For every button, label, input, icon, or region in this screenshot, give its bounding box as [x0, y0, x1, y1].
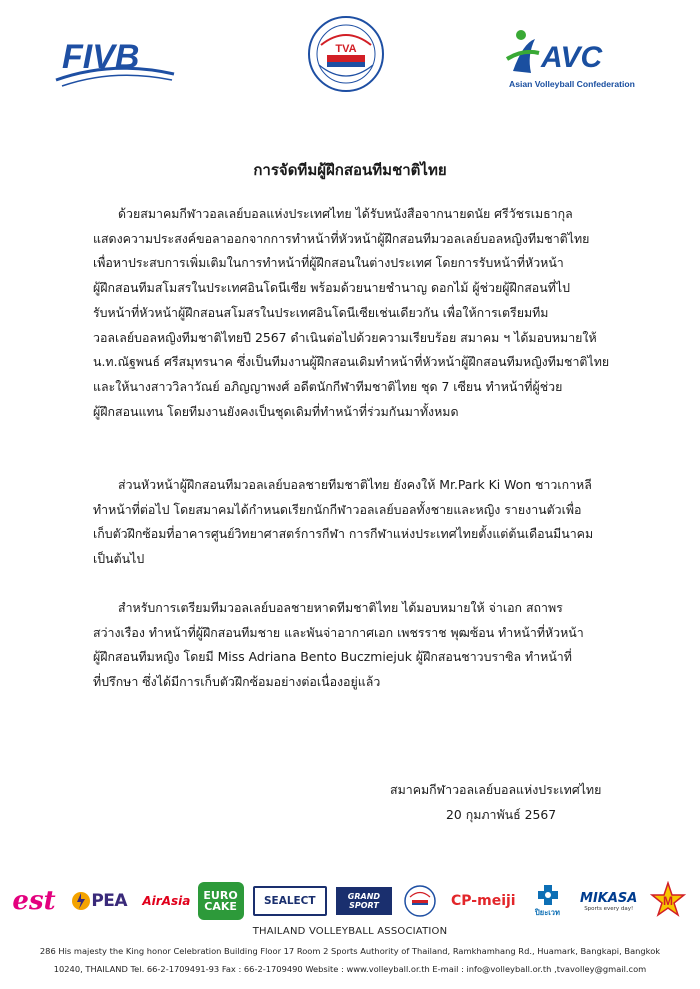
text-line: น.ท.ณัฐพนธ์ ศรีสมุทรนาค ซึ่งเป็นทีมงานผู้ฝึกสอนเดิมทำหน้าที่หัวหน้าผู้ฝึกสอนทีมหญิงทีมชาติไทย [93, 354, 610, 370]
address-line-2: 10240, THAILAND Tel. 66-2-1709491-93 Fax : 66-2-1709490 Website : www.volleyball.or.th E-mail : info@volleyball.or.th ,tvavolley@gmail.com [53, 964, 647, 974]
m-logo-text: M [662, 894, 673, 908]
grand-sport-logo [336, 887, 392, 915]
piyavate-logo [528, 881, 568, 921]
grand-sport-top: GRAND [347, 892, 381, 901]
address-line-1: 286 His majesty the King honor Celebration Building Floor 17 Room 2 Sports Authority of Thailand, Ramkhamhang Rd., Huamark, Bangkapi, Bangkok [39, 946, 661, 956]
text-line: ด้วยสมาคมกีฬาวอลเลย์บอลแห่งประเทศไทย ได้รับหนังสือจากนายดนัย ศรีวัชรเมธากุล [118, 206, 573, 221]
mikasa-logo [577, 881, 641, 921]
fivb-logo [52, 30, 177, 92]
tva-seal-text: TVA [335, 43, 357, 55]
paragraph-1 [93, 202, 615, 424]
avc-name: Asian Volleyball Confederation [509, 79, 635, 89]
paragraph-3 [93, 596, 615, 695]
tva-small-seal-icon [403, 884, 437, 918]
airasia-logo: AirAsia [142, 894, 191, 908]
text-line: ผู้ฝึกสอนแทน โดยทีมงานยังคงเป็นชุดเดิมที่ทำหน้าที่ร่วมกันมาทั้งหมด [93, 403, 459, 419]
signature-org: สมาคมกีฬาวอลเลย์บอลแห่งประเทศไทย [390, 782, 602, 797]
text-line: เก็บตัวฝึกซ้อมที่อาคารศูนย์วิทยาศาสตร์การกีฬา การกีฬาแห่งประเทศไทยตั้งแต่ต้นเดือนมีนาคม [93, 526, 594, 542]
text-line: ผู้ฝึกสอนทีมหญิง โดยมี Miss Adriana Bento Buczmiejuk ผู้ฝึกสอนชาวบราซิล ทำหน้าที่ [93, 649, 572, 665]
signature-date: 20 กุมภาพันธ์ 2567 [446, 807, 557, 822]
eurocake-logo [198, 882, 244, 920]
footer [0, 872, 700, 989]
document-title: การจัดทีมผู้ฝึกสอนทีมชาติไทย [253, 161, 447, 179]
association-name: THAILAND VOLLEYBALL ASSOCIATION [252, 926, 448, 937]
text-line: แสดงความประสงค์ขอลาออกจากการทำหน้าที่หัวหน้าผู้ฝึกสอนทีมวอลเลย์บอลหญิงทีมชาติไทย [93, 230, 590, 246]
piyavate-cross-icon [535, 883, 561, 907]
piyavate-label: ปิยะเวท [535, 908, 560, 917]
text-line: รับหน้าที่หัวหน้าผู้ฝึกสอนสโมสรในประเทศอินโดนีเซียเช่นเดียวกัน เพื่อให้การเตรียมทีม [93, 304, 549, 320]
text-line: ที่ปรึกษา ซึ่งได้มีการเก็บตัวฝึกซ้อมอย่างต่อเนื่องอยู่แล้ว [93, 674, 381, 690]
signature-block [390, 777, 601, 827]
grand-sport-bottom: SPORT [349, 901, 379, 910]
text-line: สำหรับการเตรียมทีมวอลเลย์บอลชายหาดทีมชาติไทย ได้มอบหมายให้ จ่าเอก สถาพร [118, 600, 563, 615]
sealect-logo: SEALECT [253, 886, 327, 916]
text-line: และให้นางสาววิลาวัณย์ อภิญญาพงศ์ อดีตนักกีฬาทีมชาติไทย ชุด 7 เซียน ทำหน้าที่ผู้ช่วย [93, 378, 563, 394]
mikasa-text: MIKASA [580, 890, 638, 906]
paragraph-2 [93, 473, 615, 572]
m-sport-logo [650, 881, 686, 921]
text-line: ผู้ฝึกสอนทีมสโมสรในประเทศอินโดนีเซีย พร้อมด้วยนายชำนาญ ดอกไม้ ผู้ช่วยผู้ฝึกสอนที่ไป [93, 280, 570, 296]
text-line: ส่วนหัวหน้าผู้ฝึกสอนทีมวอลเลย์บอลชายทีมชาติไทย ยังคงให้ Mr.Park Ki Won ชาวเกาหลี [118, 477, 592, 492]
avc-logo [505, 25, 645, 95]
text-line: สว่างเรือง ทำหน้าที่ผู้ฝึกสอนทีมชาย และพันจ่าอากาศเอก เพชรราช พุฒซ้อน ทำหน้าที่หัวหน้า [93, 624, 584, 640]
eurocake-top: EURO [203, 889, 238, 902]
pea-emblem-icon [71, 889, 91, 913]
pea-logo [63, 881, 135, 921]
tva-small-seal [401, 881, 439, 921]
text-line: วอลเลย์บอลหญิงทีมชาติไทยปี 2567 ดำเนินต่อไปด้วยความเรียบร้อย สมาคม ฯ ได้มอบหมายให้ [93, 329, 597, 345]
text-line: เป็นต้นไป [93, 551, 145, 567]
text-line: เพื่อหาประสบการเพิ่มเติมในการทำหน้าที่ผู้ฝึกสอนในต่างประเทศ โดยการรับหน้าที่หัวหน้า [93, 255, 564, 271]
letterhead [0, 0, 700, 110]
pea-logo-text: PEA [91, 891, 128, 911]
tva-seal [307, 15, 385, 93]
text-line: ทำหน้าที่ต่อไป โดยสมาคมได้กำหนดเรียกนักกีฬาวอลเลย์บอลทั้งชายและหญิง รายงานตัวเพื่อ [93, 501, 582, 517]
mikasa-tagline: Sports every day! [584, 905, 634, 912]
fivb-logo-text: FIVB [62, 38, 140, 76]
avc-logo-text: AVC [541, 41, 603, 74]
cp-meiji-logo: CP-meiji [451, 893, 516, 909]
m-star-icon [650, 881, 686, 921]
est-logo: est [12, 886, 56, 916]
sponsor-strip [14, 878, 686, 924]
eurocake-bottom: CAKE [204, 900, 237, 913]
